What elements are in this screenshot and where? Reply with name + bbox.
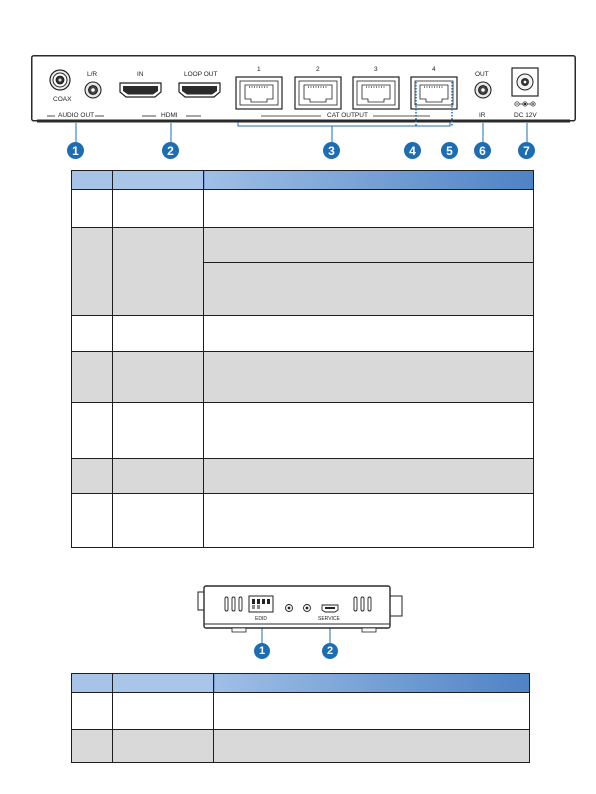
table-row — [72, 459, 534, 494]
dc-power-jack — [512, 68, 538, 96]
header-cell-name — [113, 171, 204, 190]
header-cell-description — [214, 674, 530, 693]
cat-port-4 — [411, 77, 457, 109]
coax-jack — [50, 70, 70, 90]
side-panel-table — [71, 673, 530, 763]
callout-6: 6 — [474, 142, 491, 159]
callout-4: 4 — [404, 142, 421, 159]
side-callout-1: 1 — [254, 643, 270, 659]
vent-right — [354, 597, 371, 611]
header-cell-description — [204, 171, 534, 190]
table-row — [72, 352, 534, 403]
vent-left — [225, 597, 242, 611]
ir-out-jack — [475, 82, 491, 98]
table-row — [72, 228, 534, 263]
table-header-row — [72, 171, 534, 190]
rear-panel-drawing — [31, 55, 576, 127]
hdmi-loop-out-label: LOOP OUT — [184, 71, 218, 78]
table-row — [72, 730, 530, 763]
rear-panel-table — [71, 170, 534, 548]
side-callout-2: 2 — [322, 643, 338, 659]
table-row — [72, 316, 534, 352]
hdmi-loop-out-port — [179, 83, 220, 97]
coax-label: COAX — [53, 96, 72, 103]
cat-output-label: CAT OUTPUT — [327, 112, 368, 119]
ir-out-label: OUT — [475, 71, 489, 78]
header-cell-number — [72, 674, 113, 693]
cat-port-1 — [236, 77, 282, 109]
header-cell-number — [72, 171, 113, 190]
ir-label: IR — [479, 112, 486, 119]
side-panel-drawing — [192, 584, 407, 636]
table-row — [72, 190, 534, 228]
edid-dip-switch — [249, 596, 273, 612]
callout-3: 3 — [323, 142, 340, 159]
cat-port-number-4: 4 — [432, 66, 436, 73]
table-row — [72, 403, 534, 459]
rear-panel — [31, 55, 576, 127]
table-row — [72, 693, 530, 730]
service-port — [322, 605, 338, 612]
callout-1: 1 — [67, 142, 84, 159]
lr-label: L/R — [87, 71, 98, 78]
callout-2: 2 — [162, 142, 179, 159]
callout-7: 7 — [518, 142, 535, 159]
cat-port-number-1: 1 — [257, 66, 261, 73]
cat-port-number-3: 3 — [374, 66, 378, 73]
service-label: SERVICE — [318, 616, 340, 622]
dc-12v-label: DC 12V — [514, 112, 537, 119]
hdmi-label: HDMI — [161, 112, 178, 119]
hdmi-in-label: IN — [137, 71, 144, 78]
edid-label: EDID — [255, 616, 267, 622]
side-panel — [192, 584, 407, 636]
cat-port-3 — [353, 77, 399, 109]
table-header-row — [72, 674, 530, 693]
callout-5: 5 — [441, 142, 458, 159]
lr-audio-jack — [85, 82, 101, 98]
cat-port-number-2: 2 — [316, 66, 320, 73]
header-cell-name — [113, 674, 214, 693]
audio-out-label: AUDIO OUT — [58, 112, 95, 119]
cat-port-2 — [295, 77, 341, 109]
table-row — [72, 494, 534, 548]
hdmi-in-port — [120, 83, 161, 97]
